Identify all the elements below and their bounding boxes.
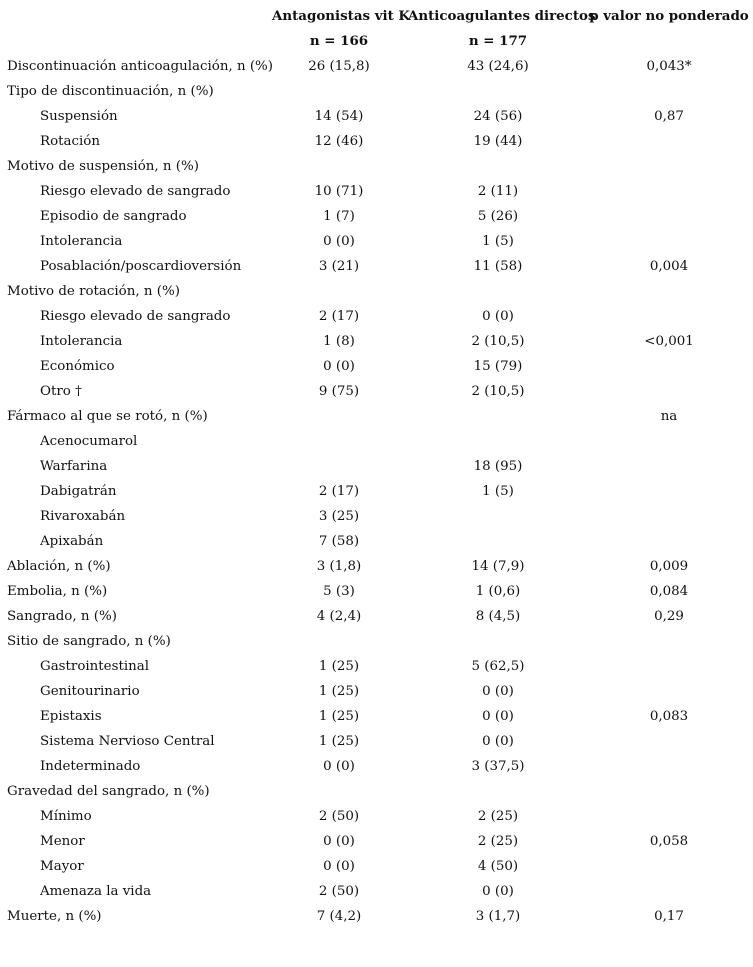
table-row	[0, 480, 753, 505]
table-header	[0, 0, 753, 60]
table-row	[0, 80, 753, 105]
table-row	[0, 580, 753, 605]
col-n-antagonistas: n = 166	[309, 33, 369, 49]
col-header-antagonistas: Antagonistas vit K	[272, 8, 411, 24]
table-row	[0, 105, 753, 130]
table-row	[0, 155, 753, 180]
cell-anticoagulantes: 18 (95)	[473, 459, 523, 474]
row-label: Sitio de sangrado, n (%)	[7, 634, 171, 649]
cell-antagonistas: 2 (17)	[318, 309, 360, 324]
cell-antagonistas: 1 (8)	[323, 334, 355, 349]
row-label: Posablación/poscardioversión	[40, 259, 242, 274]
row-label: Tipo de discontinuación, n (%)	[7, 84, 214, 99]
table-row	[0, 655, 753, 680]
row-label: Otro †	[40, 384, 82, 399]
cell-anticoagulantes: 0 (0)	[482, 884, 514, 899]
cell-antagonistas: 0 (0)	[323, 859, 355, 874]
cell-antagonistas: 7 (4,2)	[316, 909, 362, 924]
table-row	[0, 55, 753, 80]
cell-anticoagulantes: 19 (44)	[473, 134, 523, 149]
row-label: Muerte, n (%)	[7, 909, 102, 924]
cell-antagonistas: 2 (17)	[318, 484, 360, 499]
cell-anticoagulantes: 4 (50)	[477, 859, 519, 874]
cell-antagonistas: 1 (25)	[318, 684, 360, 699]
table-row	[0, 180, 753, 205]
cell-antagonistas: 4 (2,4)	[316, 609, 362, 624]
cell-p-valor: 0,084	[649, 584, 689, 599]
row-label: Indeterminado	[40, 759, 141, 774]
row-label: Fármaco al que se rotó, n (%)	[7, 409, 208, 424]
table-row	[0, 755, 753, 780]
cell-antagonistas: 12 (46)	[314, 134, 364, 149]
table-row	[0, 455, 753, 480]
row-label: Apixabán	[40, 534, 104, 549]
table-row	[0, 355, 753, 380]
cell-p-valor: <0,001	[644, 334, 694, 349]
cell-antagonistas: 3 (1,8)	[316, 559, 362, 574]
cell-antagonistas: 9 (75)	[318, 384, 360, 399]
cell-anticoagulantes: 2 (10,5)	[471, 384, 525, 399]
cell-anticoagulantes: 3 (37,5)	[471, 759, 525, 774]
cell-antagonistas: 1 (25)	[318, 659, 360, 674]
row-label: Motivo de rotación, n (%)	[7, 284, 180, 299]
cell-antagonistas: 1 (7)	[323, 209, 355, 224]
row-label: Rotación	[40, 134, 100, 149]
cell-anticoagulantes: 8 (4,5)	[475, 609, 521, 624]
cell-p-valor: 0,009	[649, 559, 689, 574]
table-row	[0, 530, 753, 555]
row-label: Gastrointestinal	[40, 659, 150, 674]
cell-anticoagulantes: 2 (25)	[477, 809, 519, 824]
table-row	[0, 830, 753, 855]
cell-anticoagulantes: 43 (24,6)	[467, 59, 529, 74]
row-label: Riesgo elevado de sangrado	[40, 309, 231, 324]
table-row	[0, 405, 753, 430]
col-n-anticoagulantes: n = 177	[468, 33, 528, 49]
cell-p-valor: na	[660, 409, 678, 424]
cell-antagonistas: 2 (50)	[318, 809, 360, 824]
cell-antagonistas: 7 (58)	[318, 534, 360, 549]
cell-p-valor: 0,29	[654, 609, 684, 624]
cell-anticoagulantes: 0 (0)	[482, 684, 514, 699]
cell-anticoagulantes: 5 (26)	[477, 209, 519, 224]
cell-antagonistas: 0 (0)	[323, 834, 355, 849]
table-row	[0, 630, 753, 655]
row-label: Económico	[40, 359, 115, 374]
cell-anticoagulantes: 24 (56)	[473, 109, 523, 124]
table-row	[0, 230, 753, 255]
row-label: Mínimo	[40, 809, 92, 824]
table-row	[0, 680, 753, 705]
row-label: Suspensión	[40, 109, 118, 124]
cell-anticoagulantes: 5 (62,5)	[471, 659, 525, 674]
row-label: Mayor	[40, 859, 84, 874]
row-label: Rivaroxabán	[40, 509, 126, 524]
cell-antagonistas: 0 (0)	[323, 359, 355, 374]
row-label: Ablación, n (%)	[7, 559, 111, 574]
row-label: Episodio de sangrado	[40, 209, 187, 224]
table-row	[0, 780, 753, 805]
cell-anticoagulantes: 0 (0)	[482, 709, 514, 724]
cell-antagonistas: 1 (25)	[318, 734, 360, 749]
row-label: Motivo de suspensión, n (%)	[7, 159, 199, 174]
cell-antagonistas: 14 (54)	[314, 109, 364, 124]
cell-antagonistas: 3 (21)	[318, 259, 360, 274]
table-row	[0, 330, 753, 355]
cell-p-valor: 0,043*	[646, 59, 692, 74]
row-label: Sangrado, n (%)	[7, 609, 117, 624]
cell-anticoagulantes: 14 (7,9)	[471, 559, 525, 574]
cell-antagonistas: 2 (50)	[318, 884, 360, 899]
table-row	[0, 905, 753, 930]
col-header-anticoagulantes: Anticoagulantes directos	[408, 8, 596, 24]
col-header-p-valor: p valor no ponderado	[589, 8, 749, 24]
row-label: Intolerancia	[40, 234, 123, 249]
cell-p-valor: 0,17	[654, 909, 684, 924]
table-row	[0, 730, 753, 755]
cell-anticoagulantes: 2 (11)	[477, 184, 519, 199]
row-label: Warfarina	[40, 459, 108, 474]
row-label: Gravedad del sangrado, n (%)	[7, 784, 210, 799]
table-row	[0, 380, 753, 405]
cell-p-valor: 0,004	[649, 259, 689, 274]
table-row	[0, 605, 753, 630]
cell-antagonistas: 3 (25)	[318, 509, 360, 524]
row-label: Genitourinario	[40, 684, 140, 699]
table-row	[0, 130, 753, 155]
row-label: Epistaxis	[40, 709, 102, 724]
cell-antagonistas: 10 (71)	[314, 184, 364, 199]
table-row	[0, 555, 753, 580]
row-label: Intolerancia	[40, 334, 123, 349]
cell-antagonistas: 5 (3)	[323, 584, 355, 599]
cell-anticoagulantes: 1 (5)	[482, 484, 514, 499]
table-row	[0, 305, 753, 330]
cell-antagonistas: 26 (15,8)	[308, 59, 370, 74]
cell-anticoagulantes: 2 (25)	[477, 834, 519, 849]
cell-anticoagulantes: 0 (0)	[482, 309, 514, 324]
cell-p-valor: 0,058	[649, 834, 689, 849]
cell-anticoagulantes: 11 (58)	[473, 259, 523, 274]
table-row	[0, 855, 753, 880]
cell-anticoagulantes: 3 (1,7)	[475, 909, 521, 924]
cell-antagonistas: 0 (0)	[323, 759, 355, 774]
cell-anticoagulantes: 1 (5)	[482, 234, 514, 249]
row-label: Amenaza la vida	[40, 884, 152, 899]
cell-antagonistas: 0 (0)	[323, 234, 355, 249]
table-row	[0, 255, 753, 280]
row-label: Acenocumarol	[40, 434, 138, 449]
table-row	[0, 205, 753, 230]
cell-anticoagulantes: 2 (10,5)	[471, 334, 525, 349]
row-label: Riesgo elevado de sangrado	[40, 184, 231, 199]
table-row	[0, 880, 753, 905]
row-label: Sistema Nervioso Central	[40, 734, 215, 749]
table-row	[0, 705, 753, 730]
cell-antagonistas: 1 (25)	[318, 709, 360, 724]
table-row	[0, 505, 753, 530]
cell-anticoagulantes: 0 (0)	[482, 734, 514, 749]
row-label: Discontinuación anticoagulación, n (%)	[7, 59, 274, 74]
table-body	[0, 55, 753, 930]
row-label: Dabigatrán	[40, 484, 117, 499]
table-row	[0, 805, 753, 830]
cell-p-valor: 0,083	[649, 709, 689, 724]
cell-anticoagulantes: 15 (79)	[473, 359, 523, 374]
cell-p-valor: 0,87	[654, 109, 684, 124]
table-row	[0, 430, 753, 455]
row-label: Embolia, n (%)	[7, 584, 108, 599]
cell-anticoagulantes: 1 (0,6)	[475, 584, 521, 599]
table-row	[0, 280, 753, 305]
row-label: Menor	[40, 834, 85, 849]
